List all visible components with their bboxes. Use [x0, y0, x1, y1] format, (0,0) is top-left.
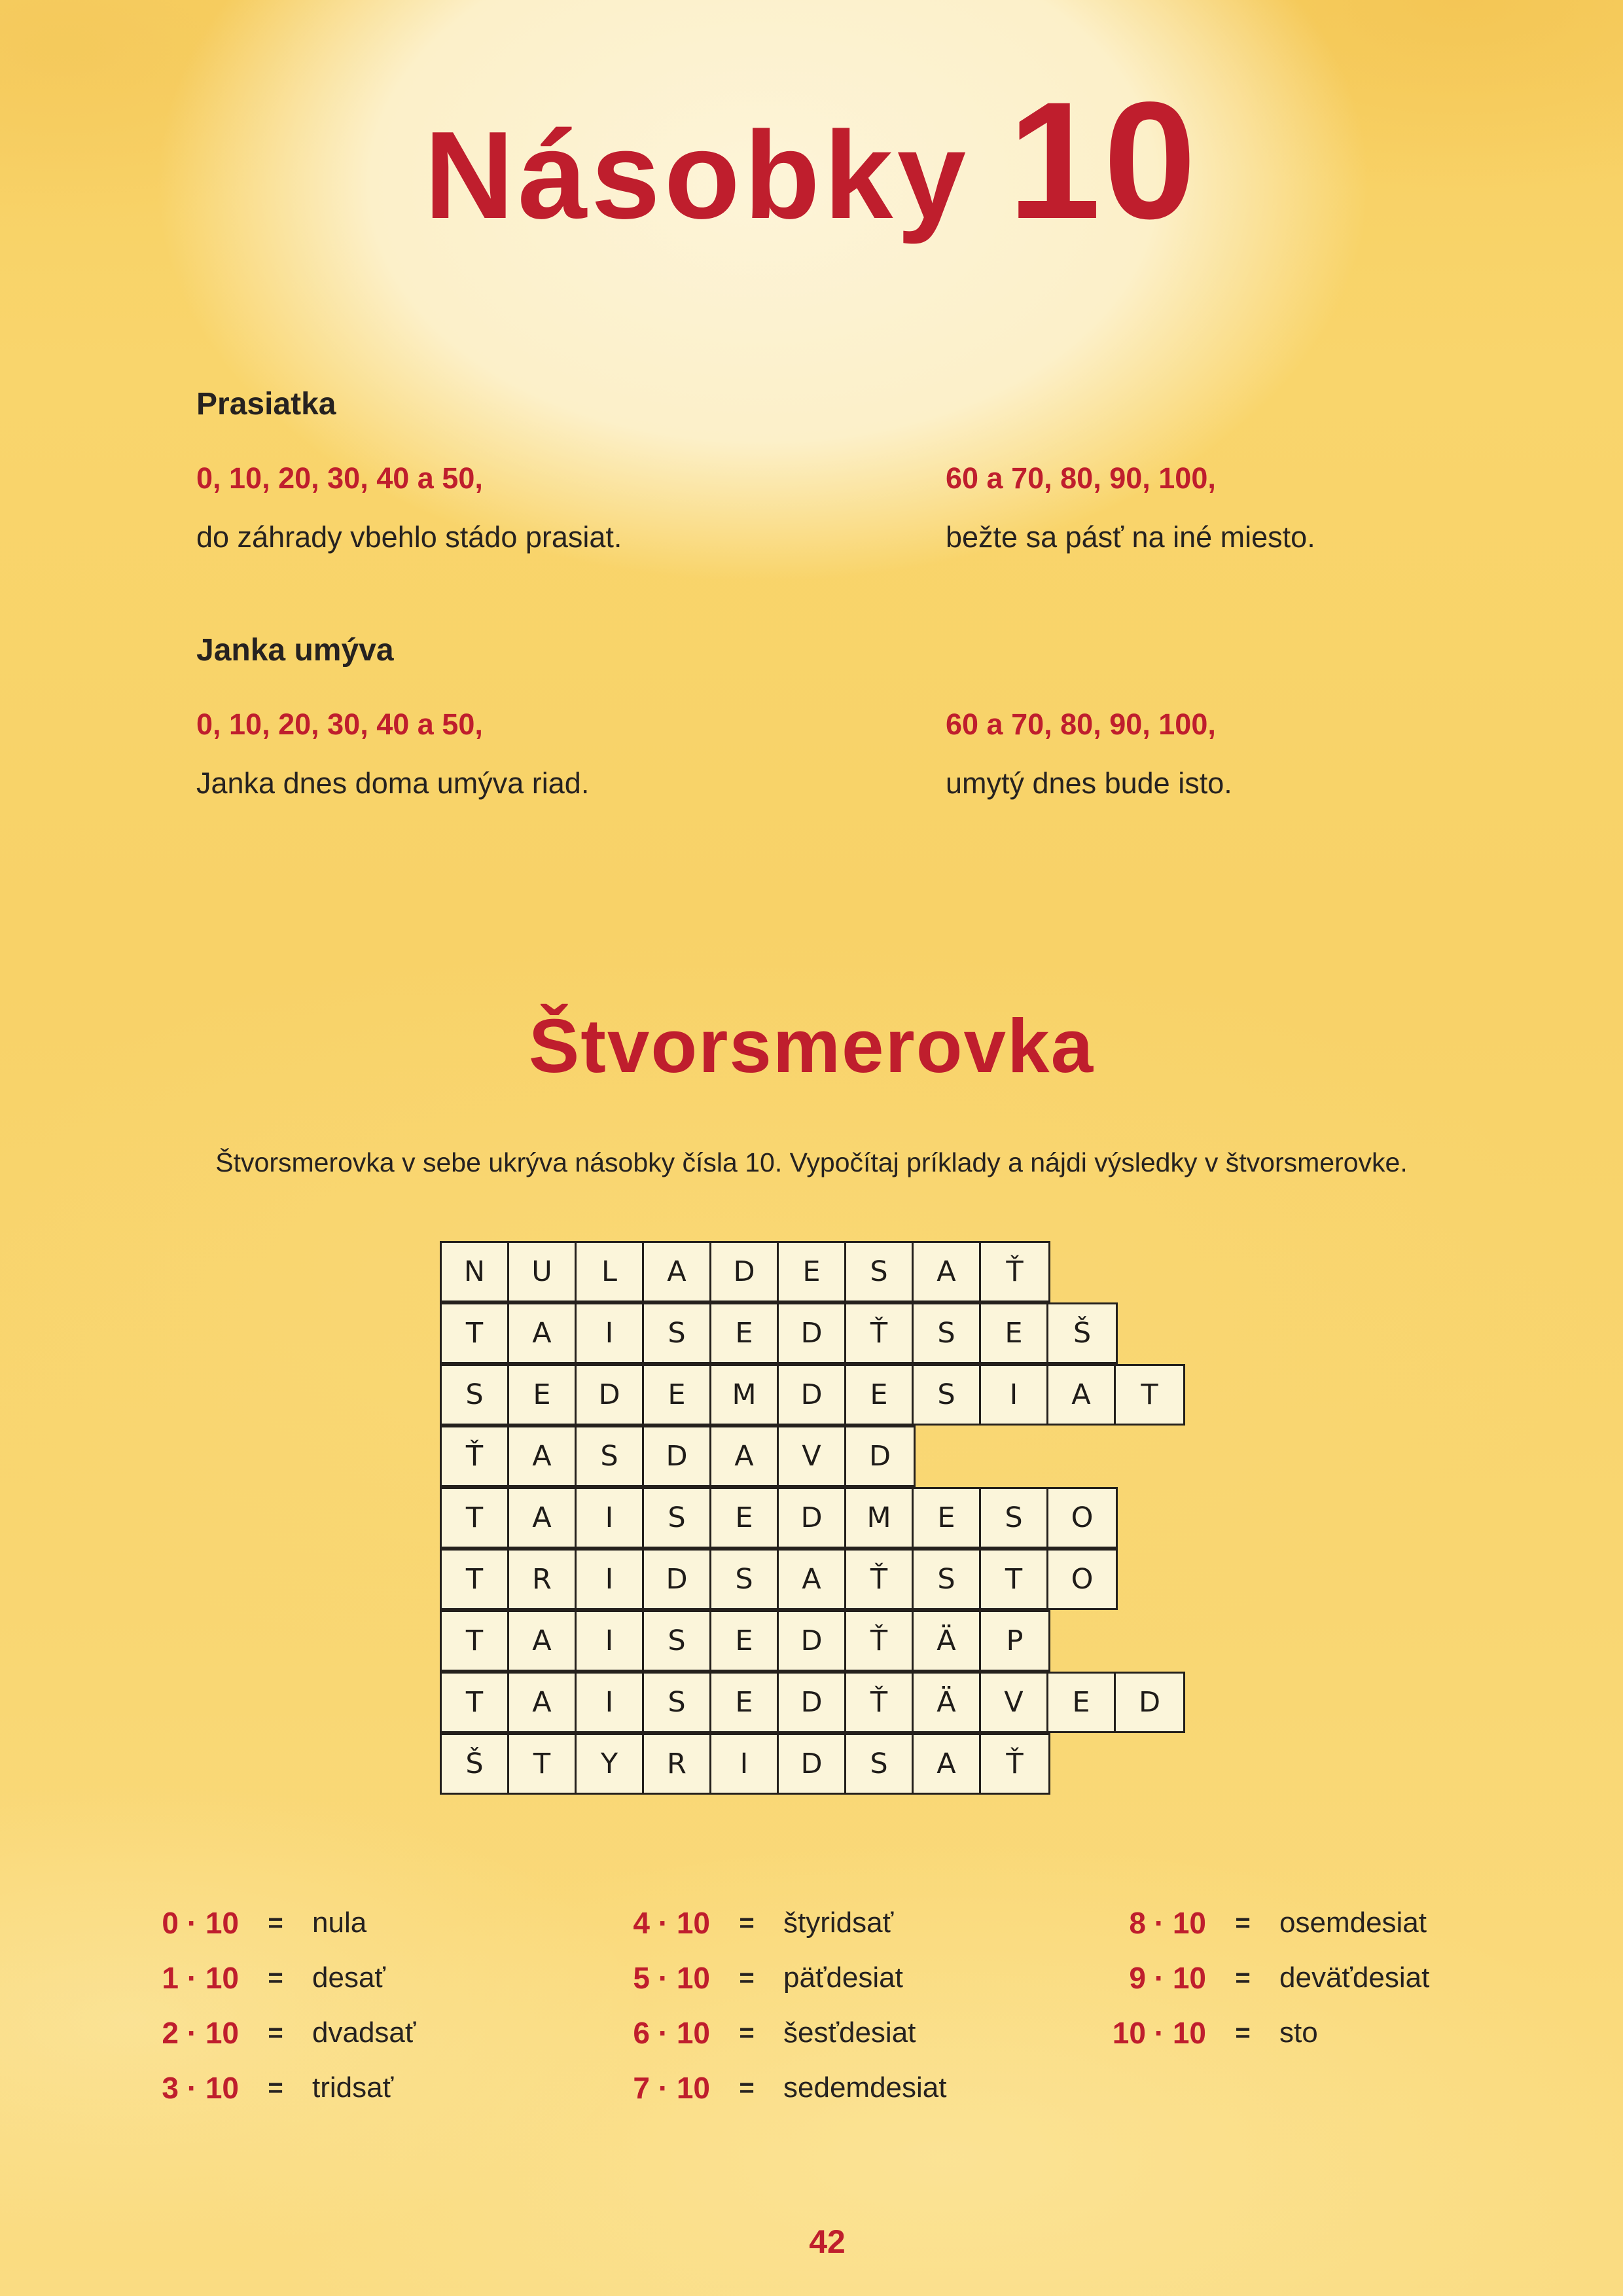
equation-column — [1103, 1895, 1429, 2060]
equals-sign: = — [1235, 1908, 1251, 1937]
verse-numbers-line: 60 a 70, 80, 90, 100, — [946, 708, 1216, 741]
grid-cell: S — [846, 1243, 914, 1300]
grid-cell: Ť — [1006, 1748, 1024, 1780]
grid-cell: Ť — [846, 1612, 914, 1670]
grid-cell: M — [846, 1489, 914, 1547]
page-number: 42 — [809, 2223, 846, 2260]
grid-cell: S — [711, 1551, 779, 1608]
equation-expression: 9 · 10 — [1129, 1961, 1206, 1995]
grid-cell: E — [914, 1489, 981, 1547]
equals-sign: = — [1235, 2018, 1251, 2047]
grid-row — [440, 1487, 1118, 1549]
equals-sign: = — [739, 2018, 755, 2047]
equation-expression: 10 · 10 — [1112, 2016, 1206, 2050]
equation-column — [157, 1895, 416, 2115]
equation-answer: tridsať — [312, 2072, 394, 2104]
equals-sign: = — [1235, 1963, 1251, 1992]
equation-column — [628, 1895, 946, 2115]
grid-cell: O — [1071, 1501, 1094, 1534]
grid-cell: E — [981, 1304, 1048, 1362]
grid-row — [440, 1549, 1118, 1610]
equals-sign: = — [739, 1908, 755, 1937]
grid-cell: D — [711, 1243, 779, 1300]
grid-cell: V — [779, 1427, 846, 1485]
grid-cell: D — [868, 1440, 891, 1473]
equals-sign: = — [268, 1963, 283, 1992]
grid-cell: S — [914, 1304, 981, 1362]
equals-sign: = — [268, 1908, 283, 1937]
equation-answer: sto — [1279, 2017, 1318, 2049]
equation-row — [628, 2005, 946, 2060]
grid-cell: T — [442, 1304, 509, 1362]
verse-text-line: Janka dnes doma umýva riad. — [196, 766, 590, 800]
grid-row — [440, 1672, 1185, 1733]
grid-cell: A — [509, 1427, 577, 1485]
grid-cell: E — [711, 1612, 779, 1670]
grid-cell: T — [981, 1551, 1048, 1608]
equation-expression: 5 · 10 — [633, 1961, 710, 1995]
grid-cell: S — [644, 1612, 711, 1670]
poem-heading: Janka umýva — [196, 633, 394, 668]
equation-row — [628, 1895, 946, 1950]
equation-expression: 6 · 10 — [633, 2016, 710, 2050]
equation-answer: osemdesiat — [1279, 1907, 1427, 1939]
page-title-word: Násobky — [424, 106, 971, 245]
equals-sign: = — [739, 2073, 755, 2102]
grid-cell: I — [577, 1612, 644, 1670]
poem-heading: Prasiatka — [196, 387, 336, 422]
grid-cell: I — [577, 1489, 644, 1547]
grid-cell: D — [779, 1489, 846, 1547]
grid-cell: L — [577, 1243, 644, 1300]
equation-row — [1103, 1895, 1429, 1950]
equation-expression: 3 · 10 — [162, 2071, 239, 2105]
grid-cell: U — [509, 1243, 577, 1300]
equation-row — [157, 2005, 416, 2060]
equation-row — [1103, 1950, 1429, 2005]
grid-cell: R — [644, 1735, 711, 1793]
grid-cell: T — [442, 1551, 509, 1608]
grid-cell: S — [981, 1489, 1048, 1547]
grid-cell: I — [577, 1304, 644, 1362]
equals-sign: = — [739, 1963, 755, 1992]
grid-cell: E — [711, 1304, 779, 1362]
grid-cell: T — [509, 1735, 577, 1793]
verse-numbers-line: 0, 10, 20, 30, 40 a 50, — [196, 708, 483, 741]
grid-cell: T — [442, 1489, 509, 1547]
grid-cell: S — [914, 1366, 981, 1424]
grid-cell: O — [1071, 1563, 1094, 1596]
grid-cell: E — [644, 1366, 711, 1424]
grid-cell: E — [779, 1243, 846, 1300]
grid-cell: T — [1141, 1378, 1158, 1411]
equation-answer: sedemdesiat — [783, 2072, 947, 2104]
grid-cell: M — [711, 1366, 779, 1424]
grid-row — [440, 1610, 1050, 1672]
equation-row — [157, 1950, 416, 2005]
equation-row — [628, 1950, 946, 2005]
equation-answer: dvadsať — [312, 2017, 416, 2049]
page-title — [0, 67, 1623, 254]
grid-cell: Š — [1073, 1317, 1092, 1350]
grid-cell: Š — [442, 1735, 509, 1793]
wordsearch-instruction: Štvorsmerovka v sebe ukrýva násobky čísla 10. Vypočítaj príklady a nájdi výsledky v štvorsmerovke. — [215, 1147, 1408, 1177]
grid-cell: S — [644, 1674, 711, 1731]
grid-cell: Ť — [1006, 1255, 1024, 1288]
grid-cell: D — [577, 1366, 644, 1424]
grid-cell: D — [779, 1304, 846, 1362]
grid-cell: Ť — [846, 1674, 914, 1731]
equation-answer: štyridsať — [783, 1907, 894, 1939]
grid-cell: E — [846, 1366, 914, 1424]
grid-cell: S — [644, 1489, 711, 1547]
equation-row — [157, 2060, 416, 2115]
grid-cell: V — [981, 1674, 1048, 1731]
verse-numbers-line: 0, 10, 20, 30, 40 a 50, — [196, 461, 483, 495]
grid-cell: Ť — [846, 1551, 914, 1608]
equation-answer: nula — [312, 1907, 367, 1939]
grid-cell: A — [779, 1551, 846, 1608]
equals-sign: = — [268, 2073, 283, 2102]
grid-cell: A — [509, 1304, 577, 1362]
wordsearch-grid — [440, 1241, 1185, 1795]
grid-row — [440, 1426, 916, 1487]
equation-expression: 8 · 10 — [1129, 1906, 1206, 1940]
verse-numbers-line: 60 a 70, 80, 90, 100, — [946, 461, 1216, 495]
equation-expression: 2 · 10 — [162, 2016, 239, 2050]
equals-sign: = — [268, 2018, 283, 2047]
grid-cell: E — [509, 1366, 577, 1424]
grid-cell: A — [509, 1612, 577, 1670]
equation-answer: desať — [312, 1962, 385, 1994]
grid-cell: I — [711, 1735, 779, 1793]
grid-cell: D — [644, 1427, 711, 1485]
equation-row — [628, 2060, 946, 2115]
grid-cell: D — [779, 1612, 846, 1670]
grid-cell: A — [509, 1674, 577, 1731]
grid-cell: Ť — [846, 1304, 914, 1362]
grid-cell: A — [914, 1243, 981, 1300]
grid-cell: S — [577, 1427, 644, 1485]
wordsearch-heading: Štvorsmerovka — [528, 1003, 1095, 1088]
grid-cell: E — [711, 1674, 779, 1731]
grid-cell: A — [644, 1243, 711, 1300]
grid-cell: I — [577, 1551, 644, 1608]
grid-cell: A — [1048, 1366, 1116, 1424]
grid-cell: D — [1138, 1686, 1161, 1719]
grid-row — [440, 1302, 1118, 1364]
grid-cell: S — [442, 1366, 509, 1424]
grid-cell: I — [577, 1674, 644, 1731]
grid-cell: E — [1048, 1674, 1116, 1731]
grid-cell: P — [1006, 1624, 1024, 1657]
grid-cell: Ť — [442, 1427, 509, 1485]
equation-expression: 0 · 10 — [162, 1906, 239, 1940]
grid-row — [440, 1241, 1050, 1302]
page-title-number: 10 — [1008, 67, 1199, 254]
grid-row — [440, 1364, 1185, 1426]
equation-answer: šesťdesiat — [783, 2017, 916, 2049]
grid-cell: S — [644, 1304, 711, 1362]
grid-cell: A — [509, 1489, 577, 1547]
equation-row — [1103, 2005, 1429, 2060]
grid-cell: R — [509, 1551, 577, 1608]
equation-answer: deväťdesiat — [1279, 1962, 1430, 1994]
grid-cell: A — [711, 1427, 779, 1485]
grid-cell: I — [981, 1366, 1048, 1424]
grid-cell: D — [779, 1735, 846, 1793]
grid-cell: N — [442, 1243, 509, 1300]
grid-cell: A — [914, 1735, 981, 1793]
grid-cell: D — [644, 1551, 711, 1608]
equation-expression: 1 · 10 — [162, 1961, 239, 1995]
grid-cell: S — [914, 1551, 981, 1608]
grid-cell: Y — [577, 1735, 644, 1793]
grid-cell: T — [442, 1612, 509, 1670]
grid-cell: D — [779, 1674, 846, 1731]
verse-text-line: umytý dnes bude isto. — [946, 766, 1232, 800]
grid-cell: E — [711, 1489, 779, 1547]
equation-row — [157, 1895, 416, 1950]
equation-answer: päťdesiat — [783, 1962, 903, 1994]
verse-text-line: bežte sa pásť na iné miesto. — [946, 520, 1315, 554]
equation-expression: 7 · 10 — [633, 2071, 710, 2105]
grid-cell: T — [442, 1674, 509, 1731]
grid-cell: Ä — [914, 1674, 981, 1731]
grid-cell: D — [779, 1366, 846, 1424]
grid-cell: S — [846, 1735, 914, 1793]
grid-cell: Ä — [914, 1612, 981, 1670]
grid-row — [440, 1733, 1050, 1795]
verse-text-line: do záhrady vbehlo stádo prasiat. — [196, 520, 622, 554]
equation-expression: 4 · 10 — [633, 1906, 710, 1940]
